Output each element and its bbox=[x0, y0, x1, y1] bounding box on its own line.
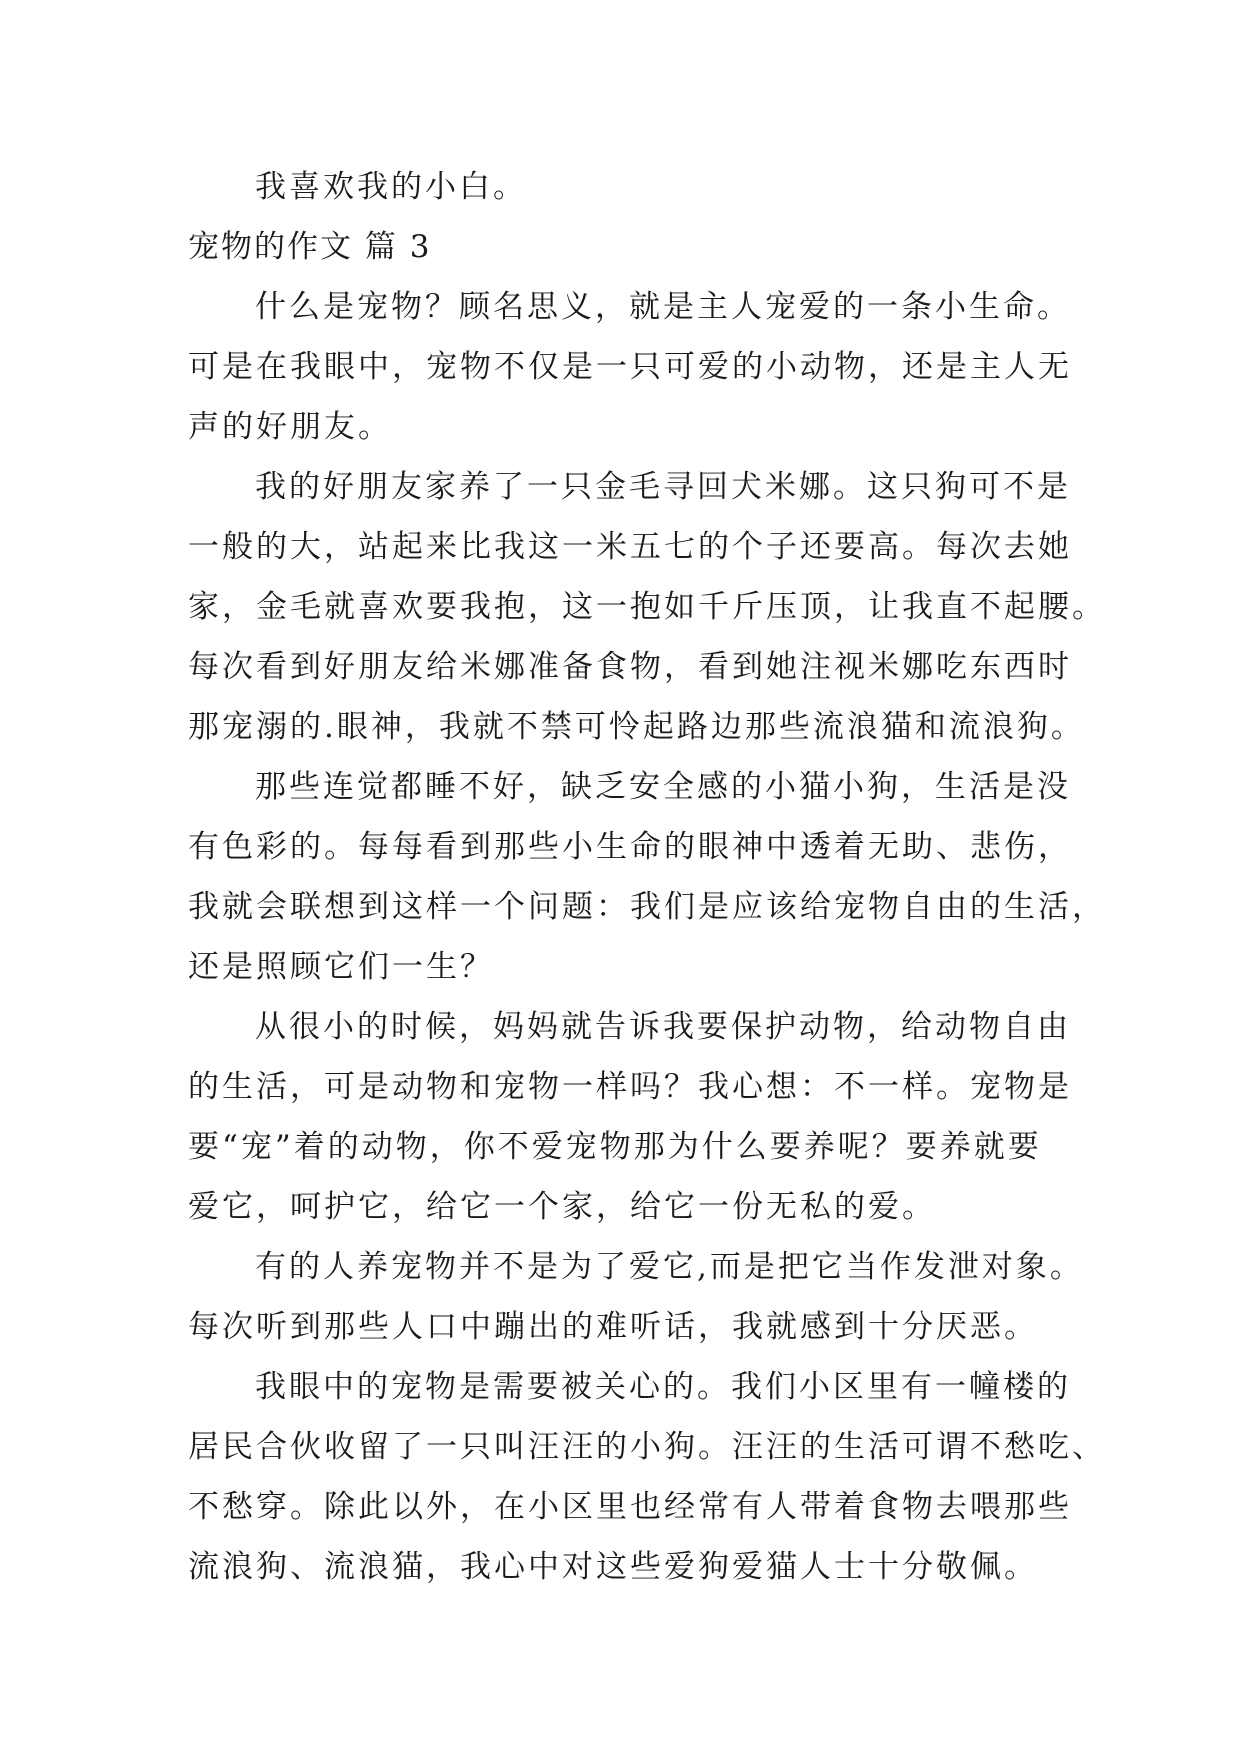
paragraph-line: 那些连觉都睡不好，缺乏安全感的小猫小狗，生活是没 bbox=[255, 769, 1071, 805]
paragraph-line: 一般的大，站起来比我这一米五七的个子还要高。每次去她 bbox=[188, 529, 1072, 565]
closing-line: 我喜欢我的小白。 bbox=[255, 169, 527, 205]
paragraph-line: 有色彩的。每每看到那些小生命的眼神中透着无助、悲伤， bbox=[188, 829, 1072, 865]
paragraph-line: 可是在我眼中，宠物不仅是一只可爱的小动物，还是主人无 bbox=[188, 349, 1072, 385]
paragraph-line: 还是照顾它们一生？ bbox=[188, 949, 494, 985]
paragraph-line: 我眼中的宠物是需要被关心的。我们小区里有一幢楼的 bbox=[255, 1369, 1071, 1405]
paragraph-line: 居民合伙收留了一只叫汪汪的小狗。汪汪的生活可谓不愁吃、 bbox=[188, 1429, 1106, 1465]
paragraph-line: 家，金毛就喜欢要我抱，这一抱如千斤压顶，让我直不起腰。 bbox=[188, 589, 1106, 625]
paragraph-line: 什么是宠物？顾名思义，就是主人宠爱的一条小生命。 bbox=[255, 289, 1071, 325]
paragraph-line: 那宠溺的.眼神，我就不禁可怜起路边那些流浪猫和流浪狗。 bbox=[188, 709, 1085, 745]
section-title: 宠物的作文 篇 3 bbox=[188, 229, 432, 265]
paragraph-line: 我的好朋友家养了一只金毛寻回犬米娜。这只狗可不是 bbox=[255, 469, 1071, 505]
paragraph-line: 不愁穿。除此以外，在小区里也经常有人带着食物去喂那些 bbox=[188, 1489, 1072, 1525]
paragraph-line: 从很小的时候，妈妈就告诉我要保护动物，给动物自由 bbox=[255, 1009, 1071, 1045]
paragraph-line: 爱它，呵护它，给它一个家，给它一份无私的爱。 bbox=[188, 1189, 936, 1225]
paragraph-line: 每次听到那些人口中蹦出的难听话，我就感到十分厌恶。 bbox=[188, 1309, 1038, 1345]
paragraph-line: 流浪狗、流浪猫，我心中对这些爱狗爱猫人士十分敬佩。 bbox=[188, 1549, 1038, 1585]
paragraph-line: 每次看到好朋友给米娜准备食物，看到她注视米娜吃东西时 bbox=[188, 649, 1072, 685]
paragraph-line: 我就会联想到这样一个问题：我们是应该给宠物自由的生活， bbox=[188, 889, 1106, 925]
paragraph-line: 的生活，可是动物和宠物一样吗？我心想：不一样。宠物是 bbox=[188, 1069, 1072, 1105]
paragraph-line: 有的人养宠物并不是为了爱它,而是把它当作发泄对象。 bbox=[255, 1249, 1084, 1285]
paragraph-line: 要“宠”着的动物，你不爱宠物那为什么要养呢？要养就要 bbox=[188, 1129, 1042, 1165]
paragraph-line: 声的好朋友。 bbox=[188, 409, 392, 445]
